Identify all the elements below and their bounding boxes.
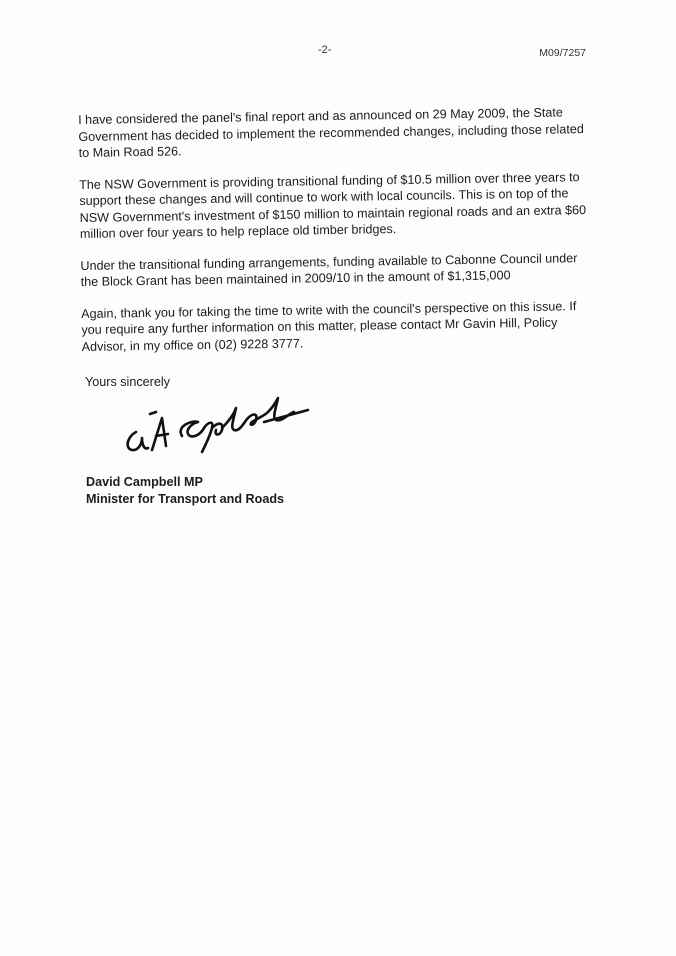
paragraph-transitional-funding: The NSW Government is providing transitional funding of $10.5 million over three years to support these changes and will continue to work with local councils. This is on top of the NSW Government's investment of $150 million to maintain regional roads and an extra $60 million over four years to help replace old timber bridges. bbox=[79, 169, 587, 241]
signatory-name: David Campbell MP bbox=[86, 475, 203, 489]
signature-image bbox=[118, 392, 328, 462]
paragraph-contact: Again, thank you for taking the time to write with the council's perspective on this issue. If you require any further information on this matter, please contact Mr Gavin Hill, Policy Advisor, in my office on (02) 9228 3777. bbox=[81, 298, 577, 354]
signatory-block bbox=[86, 474, 284, 508]
reference-number: M09/7257 bbox=[539, 47, 586, 59]
signatory-title: Minister for Transport and Roads bbox=[86, 492, 285, 506]
page-number: -2- bbox=[318, 44, 332, 56]
paragraph-block-grant: Under the transitional funding arrangements, funding available to Cabonne Council under the Block Grant has been maintained in 2009/10 in the amount of $1,315,000 bbox=[80, 250, 578, 289]
paragraph-final-report: I have considered the panel's final report and as announced on 29 May 2009, the State Government has decided to implement the recommended changes, including those related to Main Road 526. bbox=[78, 105, 584, 160]
closing-salutation: Yours sincerely bbox=[85, 375, 170, 389]
letter-body bbox=[78, 104, 597, 370]
